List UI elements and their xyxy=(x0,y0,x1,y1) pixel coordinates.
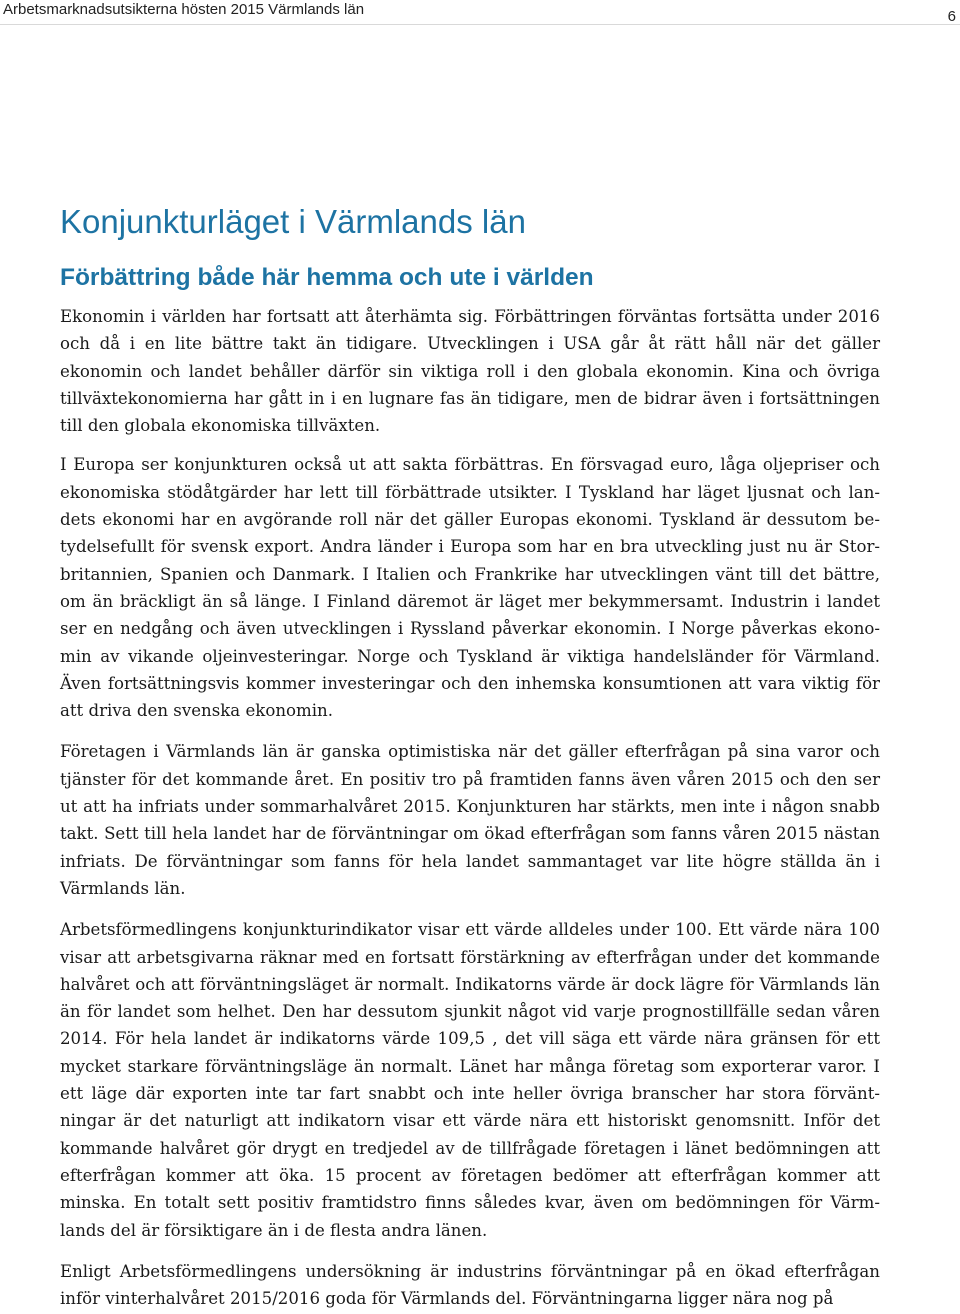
page-number: 6 xyxy=(947,8,956,25)
paragraph-industry-expectations: Enligt Arbetsförmedlingens undersökning är industrins förväntningar på en ökad efterfrågan inför vinterhalvåret 2015/2016 goda för Värmlands del. Förväntningarna ligger nära nog på xyxy=(60,1261,880,1309)
paragraph-business-indicator: Arbetsförmedlingens konjunkturindikator visar ett värde alldeles under 100. Ett värde nära 100 visar att arbetsgivarna räknar med en fortsatt förstärkning av efterfrågan under det kommande halvåret och att förväntningsläget är normalt. Indikatorns värde är dock lägre för Värmlands län än för landet som helhet. Den har dessutom sjunkit något vid varje prognostillfälle sedan våren 2014. För hela landet är indikatorns värde 109,5 , det vill säga ett värde nära gränsen för ett mycket starkare förväntningsläge än normalt. Länet har många företag som exporterar varor. I ett läge där exporten inte tar fart snabbt och inte heller övriga branscher har stora förväntningar är det naturligt att indikatorn visar ett värde nära ett historiskt genomsnitt. Inför det kommande halvåret gör drygt en tredjedel av de tillfrågade företagen i länet bedömningen att efterfrågan kommer att öka. 15 procent av företagen bedömer att efterfrågan kommer att minska. En totalt sett positiv framtidstro finns således kvar, även om bedömningen för Värmlands del är försiktigare än i de flesta andra länen. xyxy=(60,920,880,1240)
paragraph-companies-outlook: Företagen i Värmlands län är ganska optimistiska när det gäller efterfrågan på sina varor och tjänster för det kommande året. En positiv tro på framtiden fanns även våren 2015 och den ser ut att ha infriats under sommarhalvåret 2015. Konjunkturen har stärkts, men inte i någon snabb takt. Sett till hela landet har de förväntningar om ökad efterfrågan som fanns våren 2015 nästan infriats. De förväntningar som fanns för hela landet sammantaget var lite högre ställda än i Värmlands län. xyxy=(60,742,880,898)
paragraph-world-economy: Ekonomin i världen har fortsatt att återhämta sig. Förbättringen förväntas fortsätta under 2016 och då i en lite bättre takt än tidigare. Utvecklingen i USA går åt rätt håll när det gäller ekonomin och landet behåller därför sin viktiga roll i den globala ekonomin. Kina och övriga tillväxtekonomierna har gått in i en lugnare fas än tidigare, men de bidrar även i fortsättningen till den globala ekonomiska tillväxten. xyxy=(60,307,880,436)
document-title: Arbetsmarknadsutsikterna hösten 2015 Värmlands län xyxy=(3,1,365,18)
paragraph-europe: I Europa ser konjunkturen också ut att sakta förbättras. En försvagad euro, låga oljepriser och ekonomiska stödåtgärder har lett till förbättrade utsikter. I Tyskland har läget ljusnat och landets ekonomi har en avgörande roll när det gäller Europas ekonomi. Tyskland är dessutom betydelsefullt för svensk export. Andra länder i Europa som har en bra utveckling just nu är Storbritannien, Spanien och Danmark. I Italien och Frankrike har utvecklingen vänt till det bättre, om än bräckligt än så länge. I Finland däremot är läget mer bekymmersamt. Industrin i landet ser en nedgång och även utvecklingen i Ryssland påverkar ekonomin. I Norge påverkas ekonomin av vikande oljeinvesteringar. Norge och Tyskland är viktiga handelsländer för Värmland. Även fortsättningsvis kommer investeringar och den inhemska konsumtionen att vara viktig för att driva den svenska ekonomin. xyxy=(60,455,880,721)
section-heading: Förbättring både här hemma och ute i världen xyxy=(60,264,594,291)
article-body xyxy=(60,199,880,1312)
page-title: Konjunkturläget i Värmlands län xyxy=(60,203,526,240)
running-header xyxy=(0,0,960,25)
